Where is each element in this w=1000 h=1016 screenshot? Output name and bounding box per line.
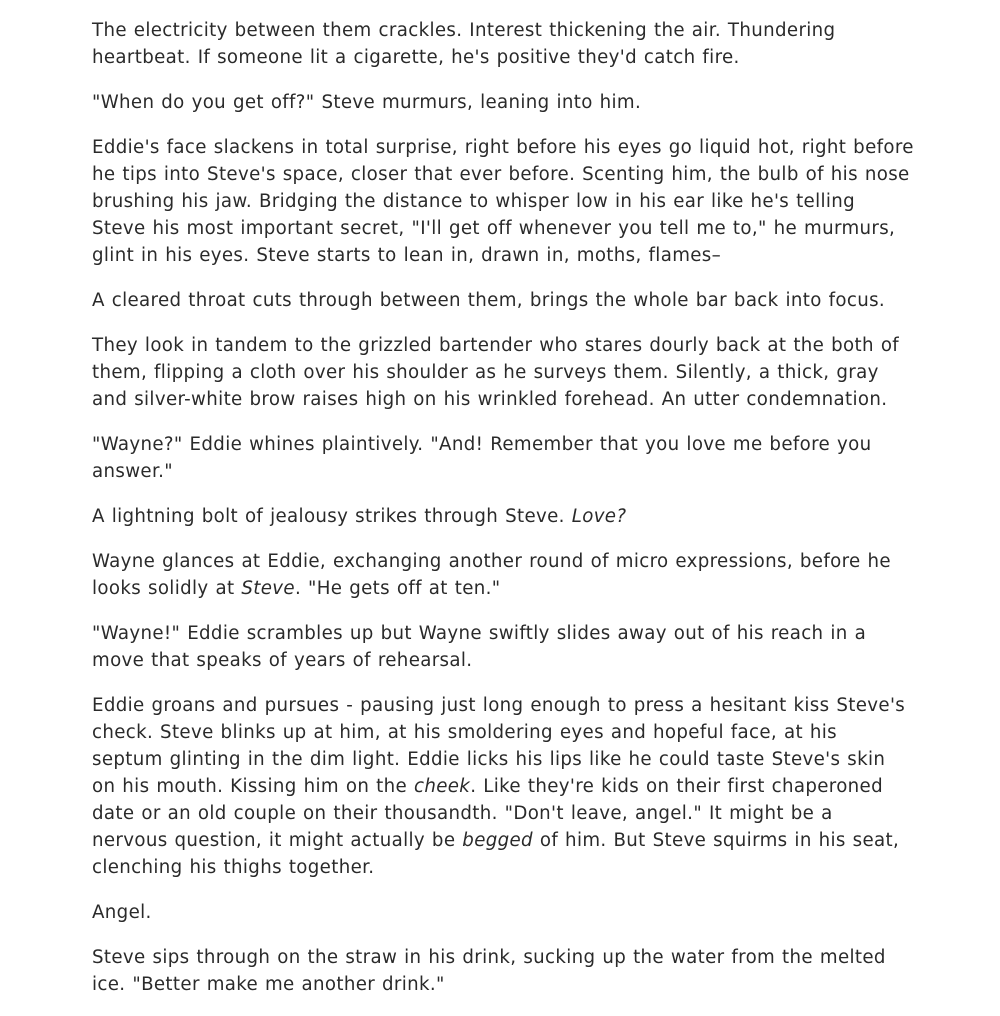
- paragraph-text: . "He gets off at ten.": [294, 578, 501, 599]
- paragraph: They look in tandem to the grizzled bartender who stares dourly back at the both of them, flipping a cloth over his shoulder as he surveys them. Silently, a thick, gray and silver-white brow raises high on his wrinkled forehead. An utter condemnation.: [92, 335, 900, 410]
- paragraph: Eddie's face slackens in total surprise, right before his eyes go liquid hot, right before he tips into Steve's space, closer that ever before. Scenting him, the bulb of his nose brushing his jaw. Bridging the distance to whisper low in his ear like he's telling Steve his most important secret, "I'll get off whenever you tell me to," he murmurs, glint in his eyes. Steve starts to lean in, drawn in, moths, flames–: [92, 137, 914, 266]
- paragraph-text: Wayne glances at Eddie, exchanging another round of micro expressions, before he looks solidly at: [92, 551, 891, 599]
- emphasis-text: Love?: [571, 506, 627, 527]
- paragraph: Angel.: [92, 902, 152, 923]
- paragraph-text: of him. But Steve squirms in his seat, clenching his thighs together.: [92, 830, 900, 878]
- paragraph: [92, 503, 914, 530]
- paragraph: The electricity between them crackles. Interest thickening the air. Thundering heartbeat. If someone lit a cigarette, he's positive they'd catch fire.: [92, 20, 836, 68]
- emphasis-text: cheek: [414, 776, 471, 797]
- paragraph-text: A lightning bolt of jealousy strikes through Steve.: [92, 506, 572, 527]
- paragraph: "When do you get off?" Steve murmurs, leaning into him.: [92, 92, 642, 113]
- paragraph: [92, 548, 914, 602]
- paragraph: "Wayne!" Eddie scrambles up but Wayne swiftly slides away out of his reach in a move that speaks of years of rehearsal.: [92, 623, 867, 671]
- paragraph: Steve sips through on the straw in his drink, sucking up the water from the melted ice. "Better make me another drink.": [92, 947, 886, 995]
- emphasis-text: begged: [462, 830, 533, 851]
- story-text: [92, 17, 914, 1016]
- paragraph: [92, 692, 914, 881]
- paragraph: "Wayne?" Eddie whines plaintively. "And! Remember that you love me before you answer.": [92, 434, 872, 482]
- paragraph-text: Eddie groans and pursues - pausing just long enough to press a hesitant kiss Steve's check. Steve blinks up at him, at his smoldering eyes and hopeful face, at his septum glinting in the dim light. Eddie licks his lips like he could taste Steve's skin on his mouth. Kissing him on the: [92, 695, 906, 797]
- emphasis-text: Steve: [241, 578, 295, 599]
- paragraph-text: . Like they're kids on their first chaperoned date or an old couple on their thousandth. "Don't leave, angel." It might be a nervous question, it might actually be: [92, 776, 883, 851]
- paragraph: A cleared throat cuts through between them, brings the whole bar back into focus.: [92, 290, 886, 311]
